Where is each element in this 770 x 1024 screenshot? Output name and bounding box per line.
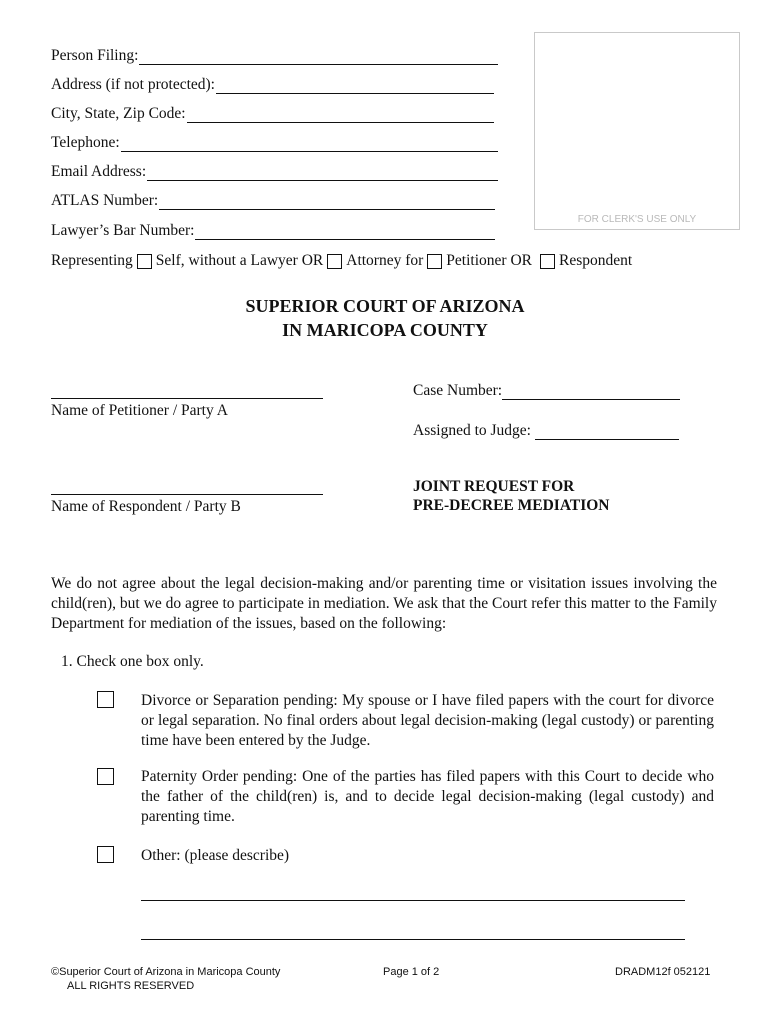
city-state-zip-row <box>51 105 494 123</box>
case-number-label: Case Number: <box>413 382 503 399</box>
document-title-line2: PRE-DECREE MEDIATION <box>413 497 610 514</box>
telephone-label: Telephone: <box>51 134 120 151</box>
other-description-line-2[interactable] <box>141 939 685 940</box>
judge-row <box>413 422 679 440</box>
item-1-instruction: 1. Check one box only. <box>61 653 204 670</box>
attorney-option-label: Attorney for <box>346 252 424 269</box>
petitioner-label: Name of Petitioner / Party A <box>51 402 228 419</box>
person-filing-label: Person Filing: <box>51 47 139 64</box>
self-checkbox[interactable] <box>137 254 152 269</box>
judge-label: Assigned to Judge: <box>413 422 531 439</box>
atlas-number-field[interactable] <box>159 194 495 210</box>
person-filing-field[interactable] <box>139 49 498 65</box>
court-title-line2: IN MARICOPA COUNTY <box>282 320 488 340</box>
footer-form-code: DRADM12f 052121 <box>615 966 711 978</box>
judge-field[interactable] <box>535 424 679 440</box>
case-number-field[interactable] <box>502 384 680 400</box>
petitioner-checkbox[interactable] <box>427 254 442 269</box>
paternity-checkbox[interactable] <box>97 768 114 785</box>
footer-page-number: Page 1 of 2 <box>383 966 440 978</box>
clerk-use-box <box>534 32 740 230</box>
respondent-label: Name of Respondent / Party B <box>51 498 241 515</box>
divorce-checkbox[interactable] <box>97 691 114 708</box>
petitioner-option-label: Petitioner OR <box>446 252 532 269</box>
case-number-row <box>413 382 680 400</box>
respondent-name-line[interactable] <box>51 494 323 495</box>
atlas-number-label: ATLAS Number: <box>51 192 159 209</box>
city-state-zip-label: City, State, Zip Code: <box>51 105 186 122</box>
other-description-line-1[interactable] <box>141 900 685 901</box>
representing-row <box>51 252 632 270</box>
atlas-number-row <box>51 192 495 210</box>
bar-number-row <box>51 222 495 240</box>
representing-label: Representing <box>51 252 133 269</box>
telephone-field[interactable] <box>121 136 498 152</box>
email-row <box>51 163 498 181</box>
footer-rights: ALL RIGHTS RESERVED <box>67 980 195 992</box>
respondent-option-label: Respondent <box>558 252 633 269</box>
respondent-checkbox[interactable] <box>540 254 555 269</box>
person-filing-row <box>51 47 498 65</box>
intro-paragraph: We do not agree about the legal decision-making and/or parenting time or visitation issues involving the child(ren), but we do agree to participate in mediation. We ask that the Court refer this matter to the Family Department for mediation of the issues, based on the following: <box>51 575 717 632</box>
telephone-row <box>51 134 498 152</box>
email-label: Email Address: <box>51 163 147 180</box>
attorney-checkbox[interactable] <box>327 254 342 269</box>
bar-number-label: Lawyer’s Bar Number: <box>51 222 195 239</box>
email-field[interactable] <box>147 165 498 181</box>
clerk-use-label: FOR CLERK'S USE ONLY <box>577 214 697 225</box>
address-label: Address (if not protected): <box>51 76 215 93</box>
divorce-option-text: Divorce or Separation pending: My spouse or I have filed papers with the court for divorce or legal separation. No final orders about legal decision-making (legal custody) or parenting time have been entered by the Judge. <box>141 692 714 749</box>
petitioner-name-line[interactable] <box>51 398 323 399</box>
self-option-label: Self, without a Lawyer OR <box>155 252 324 269</box>
other-option-text: Other: (please describe) <box>141 847 290 864</box>
city-state-zip-field[interactable] <box>187 107 494 123</box>
address-field[interactable] <box>216 78 494 94</box>
document-title-line1: JOINT REQUEST FOR <box>413 478 575 495</box>
footer-copyright: ©Superior Court of Arizona in Maricopa County <box>51 966 281 978</box>
address-row <box>51 76 494 94</box>
other-checkbox[interactable] <box>97 846 114 863</box>
court-title-line1: SUPERIOR COURT OF ARIZONA <box>245 296 525 316</box>
bar-number-field[interactable] <box>195 224 495 240</box>
paternity-option-text: Paternity Order pending: One of the parties has filed papers with this Court to decide who the father of the child(ren) is, and to decide legal decision-making (legal custody) and parenting time. <box>141 768 714 825</box>
